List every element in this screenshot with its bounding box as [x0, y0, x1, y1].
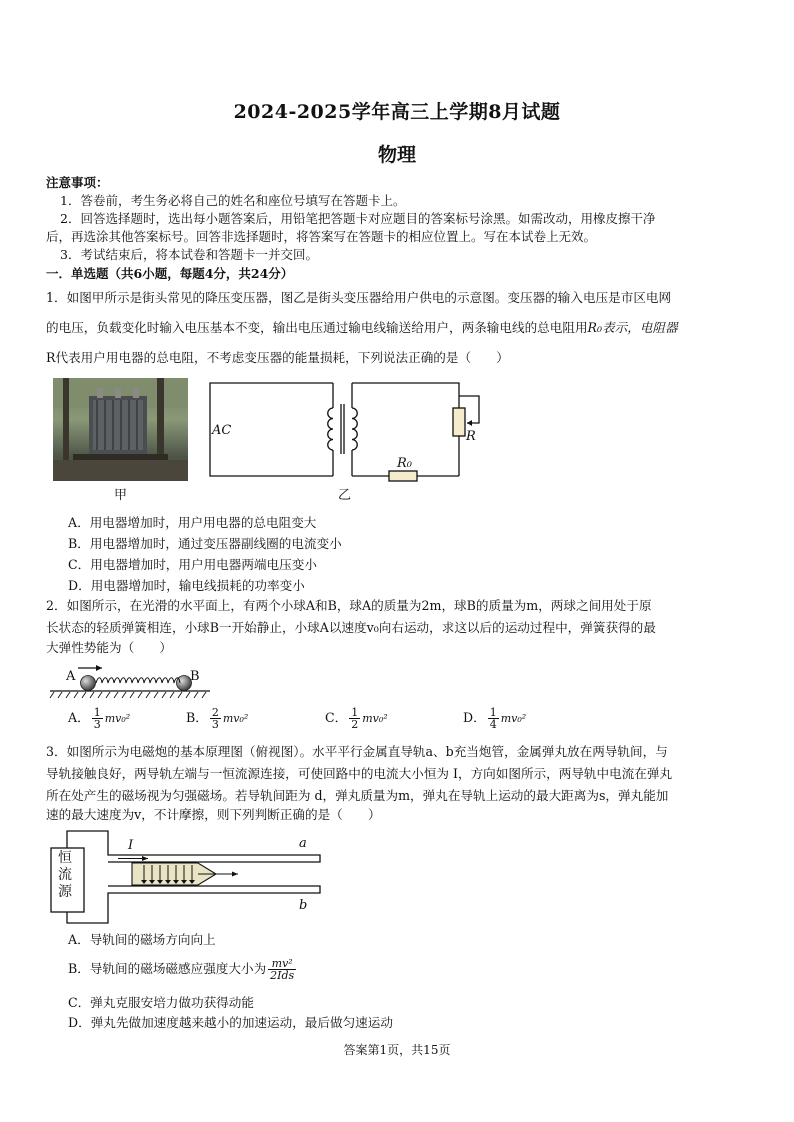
- rail-a-label: a: [299, 836, 307, 851]
- fig-yi-caption: 乙: [338, 488, 352, 503]
- current-source-label: 恒 流 源: [58, 850, 72, 900]
- fig-jia-caption: 甲: [114, 488, 128, 503]
- q1-option-b: B．用电器增加时，通过变压器副线圈的电流变小: [68, 536, 342, 551]
- notice-item: 1．答卷前，考生务必将自己的姓名和座位号填写在答题卡上。: [60, 193, 406, 208]
- q2-option-a: A． $\frac{1}{3}$ mv₀²: [68, 706, 131, 731]
- q2-option-b: B． $\frac{2}{3}$ mv₀²: [186, 706, 249, 731]
- q2-option-d: D． $\frac{1}{4}$ mv₀²: [463, 706, 527, 731]
- q3-option-b: B．导轨间的磁场磁感应强度大小为 $\frac{\text{mv²}}{\text{2Ids}}$: [68, 957, 295, 982]
- q1-stem-line: R代表用户用电器的总电阻，不考虑变压器的能量损耗，下列说法正确的是（ ）: [46, 350, 509, 365]
- q3-option-c: C．弹丸克服安培力做功获得动能: [68, 995, 254, 1010]
- q3-option-d: D．弹丸先做加速度越来越小的加速运动，最后做匀速运动: [68, 1015, 393, 1030]
- notice-item: 后，再选涂其他答案标号。回答非选择题时，将答案写在答题卡的相应位置上。写在本试卷上无效。: [46, 229, 597, 244]
- q1-option-c: C．用电器增加时，用户用电器两端电压变小: [68, 557, 317, 572]
- rail-b-label: b: [299, 898, 308, 913]
- q2-stem-line: 2．如图所示，在光滑的水平面上，有两个小球A和B，球A的质量为2m，球B的质量为m，两球之间用处于原: [46, 598, 652, 613]
- page-footer: 答案第1页，共15页: [343, 1043, 451, 1057]
- q1-stem-line: 的电压，负载变化时输入电压基本不变，输出电压通过输电线输送给用户，两条输电线的总电阻用R₀表示，电阻器: [46, 320, 678, 335]
- q1-option-a: A．用电器增加时，用户用电器的总电阻变大: [68, 515, 317, 530]
- section-heading: 一．单选题（共6小题，每题4分，共24分）: [46, 266, 294, 281]
- q1-option-d: D．用电器增加时，输电线损耗的功率变小: [68, 578, 305, 593]
- q3-option-a: A．导轨间的磁场方向向上: [68, 932, 216, 947]
- r-label: R: [466, 429, 476, 444]
- q3-stem-line: 所在处产生的磁场视为匀强磁场。若导轨间距为 d，弹丸质量为m，弹丸在导轨上运动的最大距离为s，弹丸能加: [46, 788, 669, 803]
- q3-stem-line: 3．如图所示为电磁炮的基本原理图（俯视图）。水平平行金属直导轨a、b充当炮管，金属弹丸放在两导轨间，与: [46, 744, 668, 759]
- notice-item: 2．回答选择题时，选出每小题答案后，用铅笔把答题卡对应题目的答案标号涂黑。如需改动，用橡皮擦干净: [60, 211, 656, 226]
- q2-option-c: C． $\frac{1}{2}$ mv₀²: [325, 706, 388, 731]
- q3-stem-line: 导轨接触良好，两导轨左端与一恒流源连接，可使回路中的电流大小恒为 I，方向如图所示，两导轨中电流在弹丸: [46, 766, 673, 781]
- transformer-circuit-diagram: [205, 378, 475, 488]
- q3-stem-line: 速的最大速度为v，不计摩擦，则下列判断正确的是（ ）: [46, 807, 381, 822]
- notice-item: 3．考试结束后，将本试卷和答题卡一并交回。: [60, 247, 318, 262]
- current-i-label: I: [128, 838, 134, 853]
- ball-b-label: B: [190, 669, 200, 684]
- railgun-diagram: [48, 828, 338, 928]
- ball-a-label: A: [66, 669, 76, 684]
- subject-title: 物理: [377, 144, 416, 166]
- r0-label: R₀: [397, 456, 412, 471]
- q2-stem-line: 长状态的轻质弹簧相连，小球B一开始静止，小球A以速度v₀向右运动，求这以后的运动过程中，弹簧获得的最: [46, 620, 656, 635]
- ac-label: AC: [212, 423, 232, 438]
- exam-title: 2024-2025学年高三上学期8月试题: [233, 101, 561, 123]
- q2-stem-line: 大弹性势能为（ ）: [46, 640, 172, 655]
- notice-heading: 注意事项：: [46, 175, 109, 190]
- transformer-photo: [53, 378, 188, 481]
- q1-stem-line: 1．如图甲所示是街头常见的降压变压器，图乙是街头变压器给用户供电的示意图。变压器的输入电压是市区电网: [46, 290, 672, 305]
